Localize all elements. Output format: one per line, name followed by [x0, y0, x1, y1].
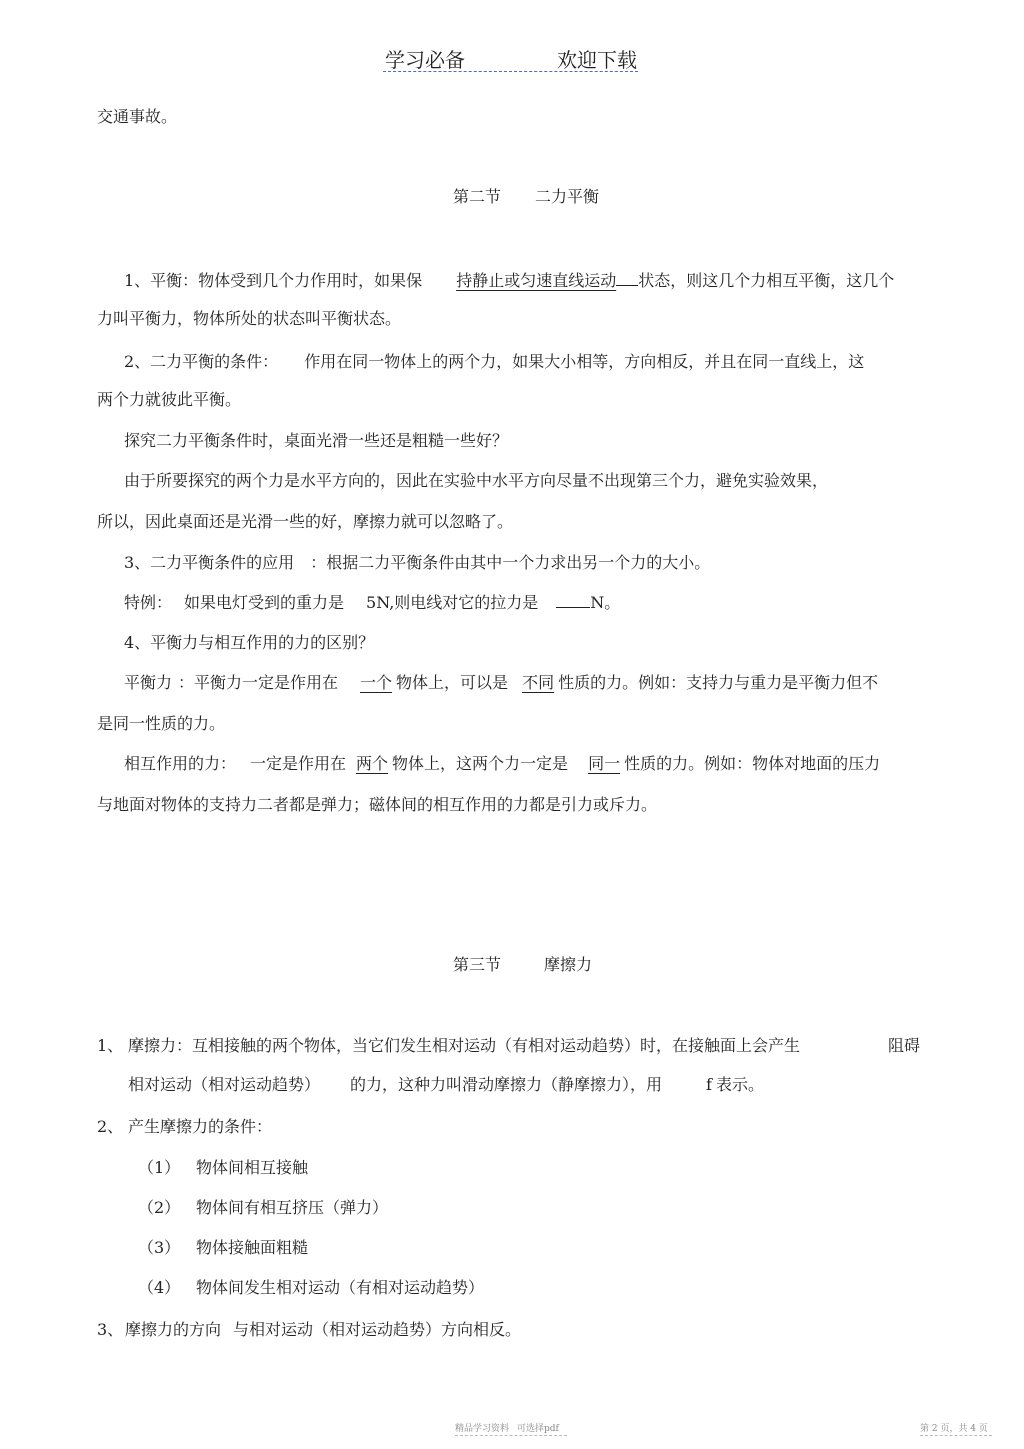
- header-left: 学习必备: [385, 48, 465, 72]
- balance-fill: 持静止或匀速直线运动: [456, 271, 617, 290]
- section2-title-name: 二力平衡: [535, 187, 600, 206]
- example-value: 5N,: [366, 593, 395, 612]
- condition-text: 物体接触面粗糙: [196, 1238, 309, 1257]
- condition-text: 物体间发生相对运动（有相对运动趋势）: [196, 1278, 485, 1297]
- friction-conditions-heading: 产生摩擦力的条件：: [128, 1117, 273, 1136]
- balance-text-b: 状态，则这几个力相互平衡，这几个: [638, 271, 895, 290]
- friction-symbol: f: [706, 1075, 712, 1094]
- question-text: 探究二力平衡条件时，桌面光滑一些还是粗糙一些好？: [124, 431, 509, 450]
- example-unit: N。: [590, 593, 621, 612]
- friction-direction-text: 与相对运动（相对运动趋势）方向相反。: [233, 1320, 522, 1339]
- application-text: ：根据二力平衡条件由其中一个力求出另一个力的大小。: [310, 553, 711, 572]
- friction-item-3-number: 3、: [97, 1320, 124, 1339]
- friction-definition-word: 阻碍: [888, 1036, 921, 1055]
- interaction-text-d: 与地面对物体的支持力二者都是弹力；磁体间的相互作用的力都是引力或斥力。: [97, 795, 658, 814]
- friction-direction-label: 摩擦力的方向: [125, 1320, 222, 1339]
- example-text-a: 如果电灯受到的重力是: [184, 593, 345, 612]
- footer-divider-right: [920, 1435, 992, 1436]
- friction-definition-cont: [128, 1072, 764, 1095]
- interaction-fill-2: 同一: [588, 754, 621, 773]
- answer-line-2: 所以，因此桌面还是光滑一些的好，摩擦力就可以忽略了。: [97, 512, 514, 531]
- section2-title-number: 第二节: [453, 187, 502, 206]
- interaction-text-b: 物体上，这两个力一定是: [392, 754, 569, 773]
- balanced-force-line: [124, 670, 878, 693]
- interaction-force-line: [124, 751, 880, 774]
- application-label: 3、二力平衡条件的应用: [124, 553, 295, 572]
- section3-title-name: 摩擦力: [544, 955, 593, 974]
- header-divider: [383, 71, 638, 72]
- friction-direction-line: [125, 1317, 521, 1340]
- friction-def-text-b: 的力，这种力叫滑动摩擦力（静摩擦力），用: [350, 1075, 663, 1094]
- interaction-text-c: 性质的力。例如：物体对地面的压力: [624, 754, 881, 773]
- friction-def-text-c: 表示。: [715, 1075, 764, 1094]
- example-blank: [556, 593, 590, 608]
- balance-text-a: 1、平衡：物体受到几个力作用时，如果保: [124, 271, 423, 290]
- example-label: 特例：: [124, 593, 173, 612]
- paragraph-application: [124, 550, 710, 573]
- conditions-text: 作用在同一物体上的两个力，如果大小相等，方向相反，并且在同一直线上，这: [304, 352, 865, 371]
- footer-page-number: 第 2 页，共 4 页: [920, 1424, 988, 1434]
- balanced-text-b: 物体上，可以是: [396, 673, 509, 692]
- balanced-text-d: 是同一性质的力。: [97, 714, 226, 733]
- balance-fill-line: [616, 271, 638, 286]
- footer-divider-left: [455, 1435, 567, 1436]
- interaction-label: 相互作用的力：: [124, 754, 237, 773]
- balanced-fill-2: 不同: [522, 673, 555, 692]
- condition-number: （2）: [138, 1198, 181, 1217]
- friction-item-1-number: 1、: [97, 1036, 124, 1055]
- intro-text: 交通事故。: [97, 107, 178, 126]
- condition-number: （1）: [138, 1158, 181, 1177]
- interaction-text-a: 一定是作用在: [250, 754, 347, 773]
- answer-line-1: 由于所要探究的两个力是水平方向的，因此在实验中水平方向尽量不出现第三个力，避免实验效果，: [124, 471, 829, 490]
- friction-def-text-a: 相对运动（相对运动趋势）: [128, 1075, 321, 1094]
- example-line: [124, 590, 620, 613]
- condition-text: 物体间有相互挤压（弹力）: [196, 1198, 389, 1217]
- condition-number: （3）: [138, 1238, 181, 1257]
- friction-definition: 摩擦力：互相接触的两个物体，当它们发生相对运动（有相对运动趋势）时，在接触面上会产生: [128, 1036, 801, 1055]
- paragraph-conditions: [124, 349, 864, 372]
- interaction-fill-1: 两个: [356, 754, 389, 773]
- header-right: 欢迎下载: [557, 48, 637, 72]
- section3-title-number: 第三节: [453, 955, 502, 974]
- conditions-label: 2、二力平衡的条件：: [124, 352, 279, 371]
- balanced-text-a: ：平衡力一定是作用在: [178, 673, 339, 692]
- conditions-text-cont: 两个力就彼此平衡。: [97, 390, 242, 409]
- paragraph-difference: 4、平衡力与相互作用的力的区别？: [124, 633, 375, 652]
- balanced-fill-1: 一个: [360, 673, 393, 692]
- balanced-label: 平衡力: [124, 673, 173, 692]
- friction-item-2-number: 2、: [97, 1117, 124, 1136]
- example-text-b: 则电线对它的拉力是: [394, 593, 539, 612]
- balanced-text-c: 性质的力。例如：支持力与重力是平衡力但不: [558, 673, 879, 692]
- condition-number: （4）: [138, 1278, 181, 1297]
- footer-left: 精品学习资料: [455, 1424, 510, 1434]
- balance-text-c: 力叫平衡力，物体所处的状态叫平衡状态。: [97, 309, 402, 328]
- footer-mid: 可选择pdf: [517, 1424, 559, 1434]
- condition-text: 物体间相互接触: [196, 1158, 309, 1177]
- paragraph-balance: [124, 268, 894, 291]
